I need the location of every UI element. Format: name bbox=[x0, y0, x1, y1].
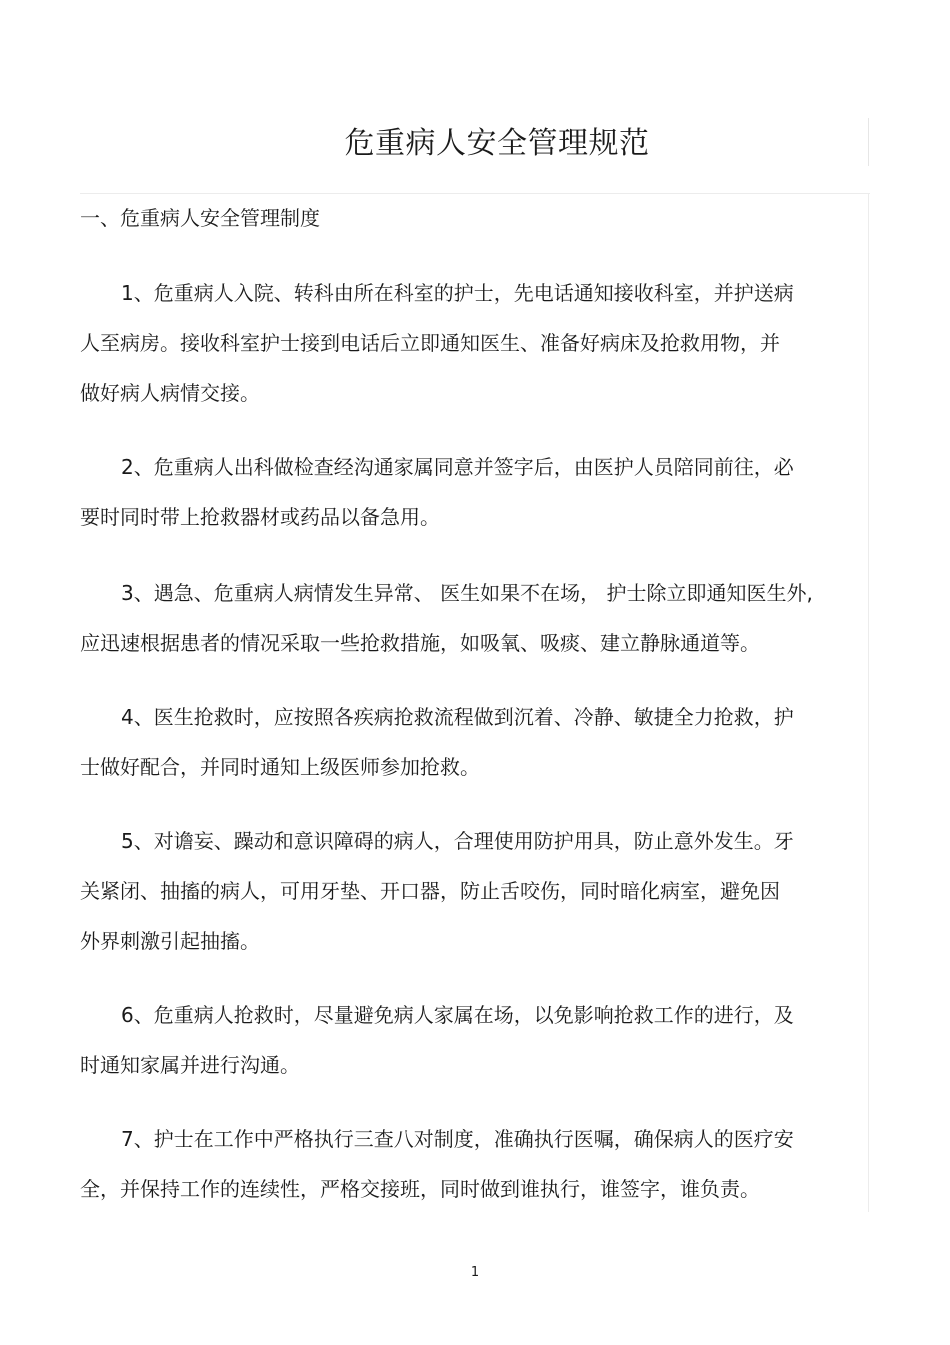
paragraph-line: 4、医生抢救时，应按照各疾病抢救流程做到沉着、冷静、敏捷全力抢救，护 bbox=[121, 705, 794, 729]
paragraph-line: 外界刺激引起抽搐。 bbox=[80, 929, 260, 953]
paragraph-line: 士做好配合，并同时通知上级医师参加抢救。 bbox=[80, 755, 480, 779]
paragraph-7 bbox=[80, 1114, 870, 1214]
paragraph-line: 关紧闭、抽搐的病人，可用牙垫、开口器，防止舌咬伤，同时暗化病室，避免因 bbox=[80, 879, 780, 903]
paragraph-2 bbox=[80, 442, 870, 542]
paragraph-line: 7、护士在工作中严格执行三查八对制度，准确执行医嘱，确保病人的医疗安 bbox=[121, 1127, 794, 1151]
paragraph-line: 要时同时带上抢救器材或药品以备急用。 bbox=[80, 505, 440, 529]
paragraph-1 bbox=[80, 268, 870, 418]
paragraph-line: 6、危重病人抢救时，尽量避免病人家属在场，以免影响抢救工作的进行，及 bbox=[121, 1003, 794, 1027]
paragraph-3 bbox=[80, 568, 870, 668]
document-title: 危重病人安全管理规范 bbox=[344, 126, 650, 161]
paragraph-line: 人至病房。接收科室护士接到电话后立即通知医生、准备好病床及抢救用物，并 bbox=[80, 331, 780, 355]
header-divider bbox=[80, 193, 870, 194]
paragraph-6 bbox=[80, 990, 870, 1090]
paragraph-line: 时通知家属并进行沟通。 bbox=[80, 1053, 300, 1077]
paragraph-4 bbox=[80, 692, 870, 792]
paragraph-line: 2、危重病人出科做检查经沟通家属同意并签字后，由医护人员陪同前往，必 bbox=[121, 455, 794, 479]
paragraph-line: 做好病人病情交接。 bbox=[80, 381, 260, 405]
section-heading: 一、危重病人安全管理制度 bbox=[80, 206, 320, 230]
paragraph-line: 1、危重病人入院、转科由所在科室的护士，先电话通知接收科室，并护送病 bbox=[121, 281, 794, 305]
page-number: 1 bbox=[470, 1265, 480, 1280]
paragraph-line: 全，并保持工作的连续性，严格交接班，同时做到谁执行，谁签字，谁负责。 bbox=[80, 1177, 760, 1201]
paragraph-line: 3、遇急、危重病人病情发生异常、 医生如果不在场， 护士除立即通知医生外, bbox=[121, 581, 813, 605]
paragraph-line: 应迅速根据患者的情况采取一些抢救措施，如吸氧、吸痰、建立静脉通道等。 bbox=[80, 631, 760, 655]
paragraph-line: 5、对谵妄、躁动和意识障碍的病人，合理使用防护用具，防止意外发生。牙 bbox=[121, 829, 794, 853]
paragraph-5 bbox=[80, 816, 870, 966]
